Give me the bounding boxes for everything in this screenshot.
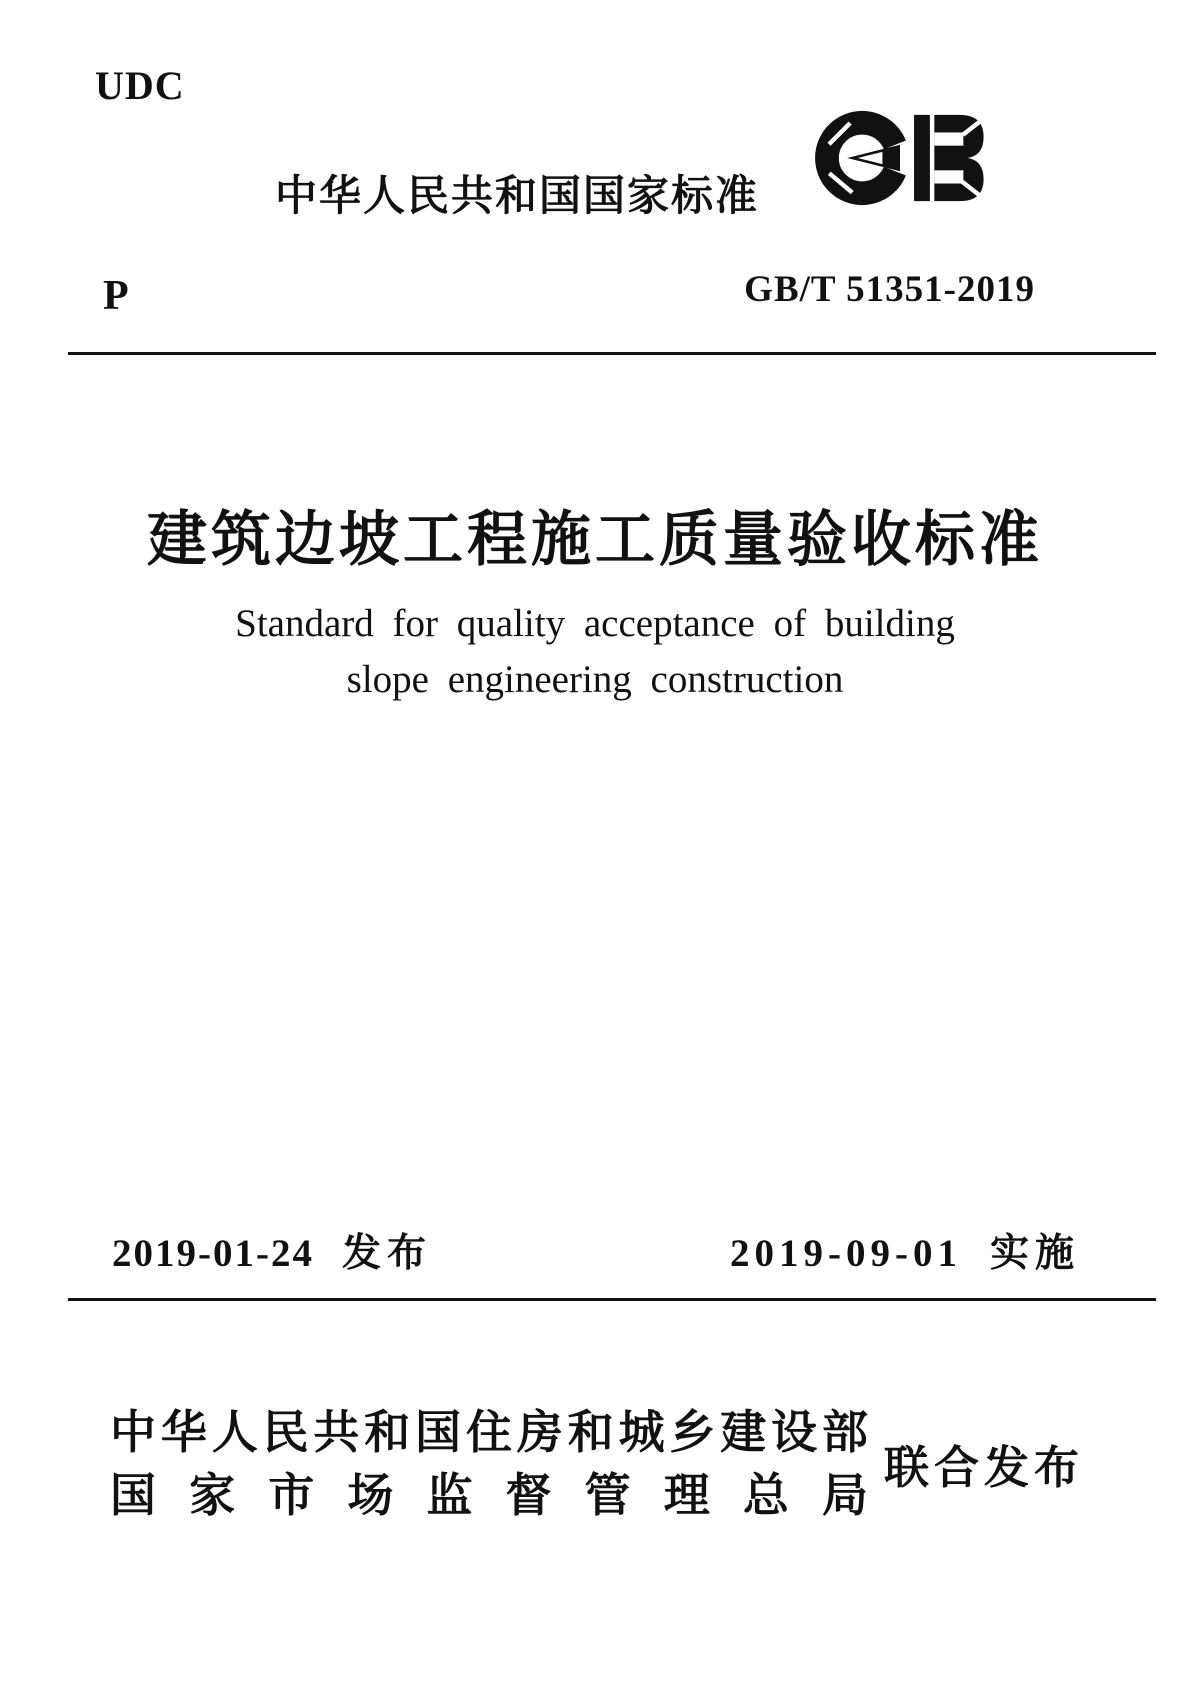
implementation-date: 2019-09-01 (730, 1232, 962, 1275)
joint-publish-label: 联合发布 (884, 1442, 1085, 1494)
issue-date-group (112, 1222, 432, 1278)
national-standard-header: 中华人民共和国国家标准 (274, 172, 759, 219)
implementation-label: 实施 (989, 1232, 1080, 1275)
dates-row (0, 1222, 1190, 1278)
standard-number: GB/T 51351-2019 (744, 269, 1035, 310)
publisher-line-mohurd: 中华人民共和国住房和城乡建设部 (110, 1406, 868, 1458)
udc-label: UDC (95, 63, 185, 108)
publisher-line-samr: 国家市场监督管理总局 (110, 1469, 868, 1522)
bottom-divider (68, 1298, 1156, 1301)
standard-title-english-line2: slope engineering construction (346, 658, 844, 701)
issue-label: 发布 (341, 1232, 432, 1275)
implementation-date-group (730, 1222, 1080, 1278)
top-divider (68, 352, 1156, 355)
standard-title-english-line1: Standard for quality acceptance of building (235, 602, 955, 645)
standard-title-chinese: 建筑边坡工程施工质量验收标准 (147, 507, 1043, 573)
classification-code: P (103, 273, 129, 319)
publisher-block (110, 1408, 1090, 1520)
issue-date: 2019-01-24 (112, 1232, 314, 1275)
publisher-names (110, 1408, 868, 1520)
